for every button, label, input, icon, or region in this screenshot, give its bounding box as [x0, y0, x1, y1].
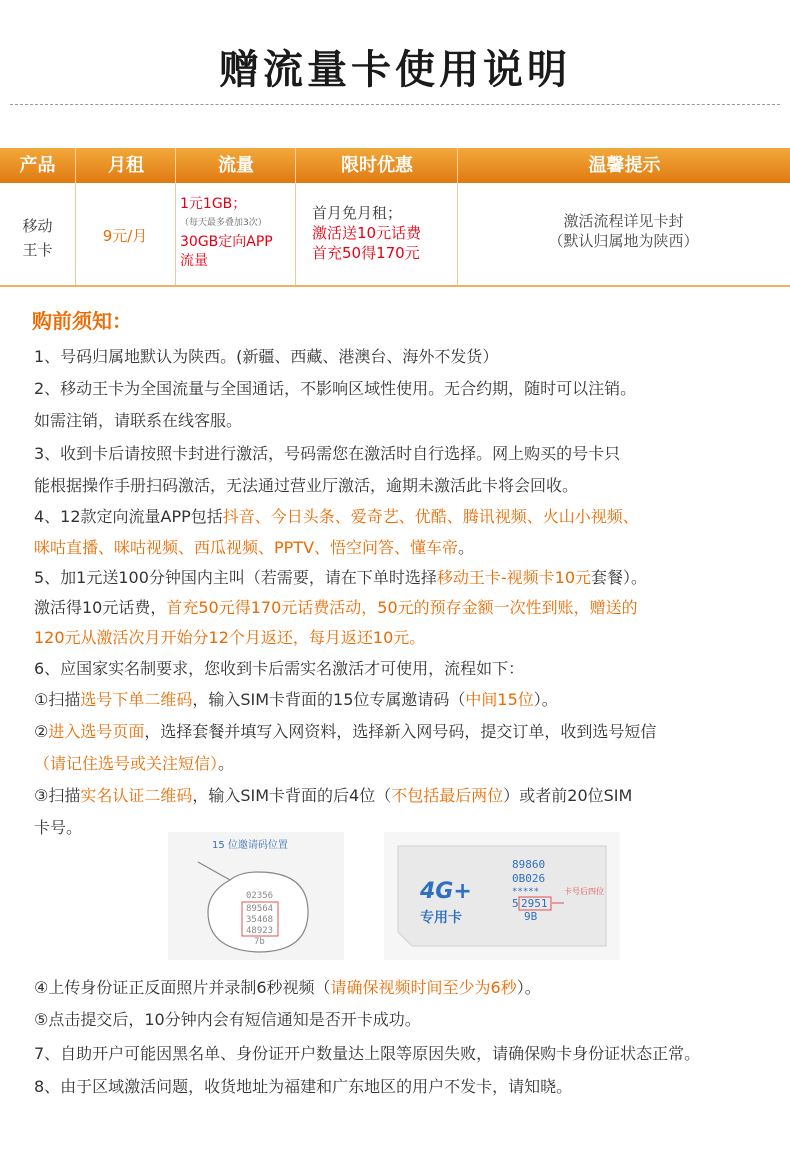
step-2-page: 进入选号页面: [48, 722, 145, 741]
traffic-note: （每天最多叠加3次）: [180, 218, 267, 228]
note-4-text: 4、12款定向流量APP包括: [34, 507, 223, 526]
cell-traffic: [180, 195, 295, 271]
invite-code-caption: 15 位邀请码位置: [212, 840, 288, 851]
traffic-line3: 流量: [180, 253, 208, 269]
note-5-text-end: 套餐）。: [591, 568, 648, 587]
step-1-qrcode: 选号下单二维码: [80, 690, 193, 709]
note-2-line2: 如需注销，请联系在线客服。: [34, 411, 243, 430]
step-3-qrcode: 实名认证二维码: [80, 786, 193, 805]
product-name-line2: 王卡: [22, 241, 53, 259]
step-2-text: ，选择套餐并填写入网资料，选择新入网号码，提交订单，收到选号短信: [144, 722, 657, 741]
header-rent: 月租: [75, 148, 176, 183]
step-2-num: ②: [34, 722, 49, 741]
column-divider: [175, 183, 176, 285]
step-1-mid: ，输入SIM卡背面的15位专属邀请码（: [192, 690, 466, 709]
header-promo: 限时优惠: [295, 148, 458, 183]
step-5: ⑤点击提交后，10分钟内会有短信通知是否开卡成功。: [34, 1010, 421, 1029]
promo-line2: 激活送10元话费: [312, 224, 422, 242]
traffic-line1: 1元1GB；: [180, 196, 247, 212]
code-row-3: 35468: [246, 915, 274, 925]
title-divider: [10, 104, 780, 105]
note-2-line1: 2、移动王卡为全国流量与全国通话，不影响区域性使用。无合约期，随时可以注销。: [34, 379, 637, 398]
tip-line1: 激活流程详见卡封: [563, 212, 684, 230]
step-3-line1: [34, 785, 632, 807]
cell-tips: [457, 211, 790, 251]
step-2-reminder: （请记住选号或关注短信）: [34, 754, 219, 773]
note-7: 7、自助开户可能因黑名单、身份证开户数量达上限等原因失败，请确保购卡身份证状态正常。: [34, 1044, 701, 1063]
table-header: [0, 148, 790, 183]
note-3-line2: 能根据操作手册扫码激活，无法通过营业厅激活，逾期未激活此卡将会回收。: [34, 476, 579, 495]
step-2-line1: [34, 721, 656, 743]
step-2-line2: [34, 753, 234, 775]
sim-card-diagram: [384, 832, 620, 960]
promo-line1: 首月免月租；: [312, 204, 403, 222]
invite-code-diagram: [168, 832, 344, 960]
sim-card-illustration: [384, 832, 620, 960]
invite-code-illustration: [168, 832, 344, 960]
step-3-end: ）或者前20位SIM: [503, 786, 633, 805]
last-four-label: 卡号后四位: [564, 887, 604, 896]
step-3-text: ③扫描: [34, 786, 81, 805]
card-type-label: 专用卡: [420, 910, 462, 926]
note-5-line2: [34, 597, 638, 619]
card-number-stars: *****: [512, 887, 540, 897]
note-5-line3: 120元从激活次月开始分12个月返还，每月返还10元。: [34, 628, 426, 647]
step-4-text: ④上传身份证正反面照片并录制6秒视频（: [34, 978, 331, 997]
traffic-line2: 30GB定向APP: [180, 234, 273, 250]
table-bottom-border: [0, 285, 790, 287]
column-divider: [295, 183, 296, 285]
note-6: 6、应国家实名制要求，您收到卡后需实名激活才可使用，流程如下：: [34, 659, 525, 678]
step-3-exclude: 不包括最后两位: [391, 786, 504, 805]
page-title: 赠流量卡使用说明: [219, 47, 571, 93]
note-5-text: 5、加1元送100分钟国内主叫（若需要，请在下单时选择: [34, 568, 437, 587]
card-number-1: 89860: [512, 858, 546, 871]
code-row-4: 48923: [246, 926, 274, 936]
header-tips: 温馨提示: [457, 148, 790, 183]
step-4-video: 请确保视频时间至少为6秒: [330, 978, 517, 997]
card-number-3-prefix: 5: [512, 897, 519, 910]
tip-line2: （默认归属地为陕西）: [548, 232, 699, 250]
note-4-line1: [34, 506, 639, 528]
note-4-apps: 抖音、今日头条、爱奇艺、优酷、腾讯视频、火山小视频、: [222, 507, 639, 526]
card-number-2: 0B026: [512, 872, 546, 885]
card-number-3-last4: 2951: [521, 897, 548, 910]
notes-heading: 购前须知：: [32, 309, 132, 333]
step-2-end: 。: [218, 754, 235, 773]
step-4: [34, 977, 541, 999]
note-4-line2: [34, 537, 474, 559]
note-8: 8、由于区域激活问题，收货地址为福建和广东地区的用户不发卡，请知晓。: [34, 1077, 573, 1096]
step-1-text: ①扫描: [34, 690, 81, 709]
promo-line3: 首充50得170元: [312, 244, 420, 262]
4g-logo: 4G+: [420, 879, 472, 904]
product-name-line1: 移动: [22, 217, 53, 235]
code-row-1: 02356: [246, 891, 274, 901]
note-4-end: 。: [458, 538, 475, 557]
card-number-4: 9B: [524, 910, 538, 923]
code-row-2: 89564: [246, 904, 274, 914]
code-row-5: 7b: [254, 937, 265, 947]
cell-promo: [312, 203, 457, 263]
cell-product: [0, 214, 75, 262]
note-1: 1、号码归属地默认为陕西。(新疆、西藏、港澳台、海外不发货）: [34, 347, 499, 366]
note-5-activity: 首充50元得170元话费活动，50元的预存金额一次性到账，赠送的: [166, 598, 638, 617]
step-3-line2: 卡号。: [34, 818, 83, 837]
note-5-bonus: 激活得10元话费，: [34, 598, 167, 617]
step-1-end: ）。: [533, 690, 558, 709]
note-4-apps-cont: 咪咕直播、咪咕视频、西瓜视频、PPTV、悟空问答、懂车帝: [34, 538, 459, 557]
step-1-digits: 中间15位: [465, 690, 534, 709]
step-4-end: ）。: [516, 978, 541, 997]
note-5-line1: [34, 567, 647, 589]
step-3-mid: ，输入SIM卡背面的后4位（: [192, 786, 392, 805]
step-1: [34, 689, 558, 711]
header-traffic: 流量: [175, 148, 296, 183]
header-product: 产品: [19, 155, 56, 176]
note-5-package: 移动王卡-视频卡10元: [436, 568, 592, 587]
cell-rent: 9元/月: [102, 227, 148, 245]
note-3-line1: 3、收到卡后请按照卡封进行激活，号码需您在激活时自行选择。网上购买的号卡只: [34, 444, 621, 463]
